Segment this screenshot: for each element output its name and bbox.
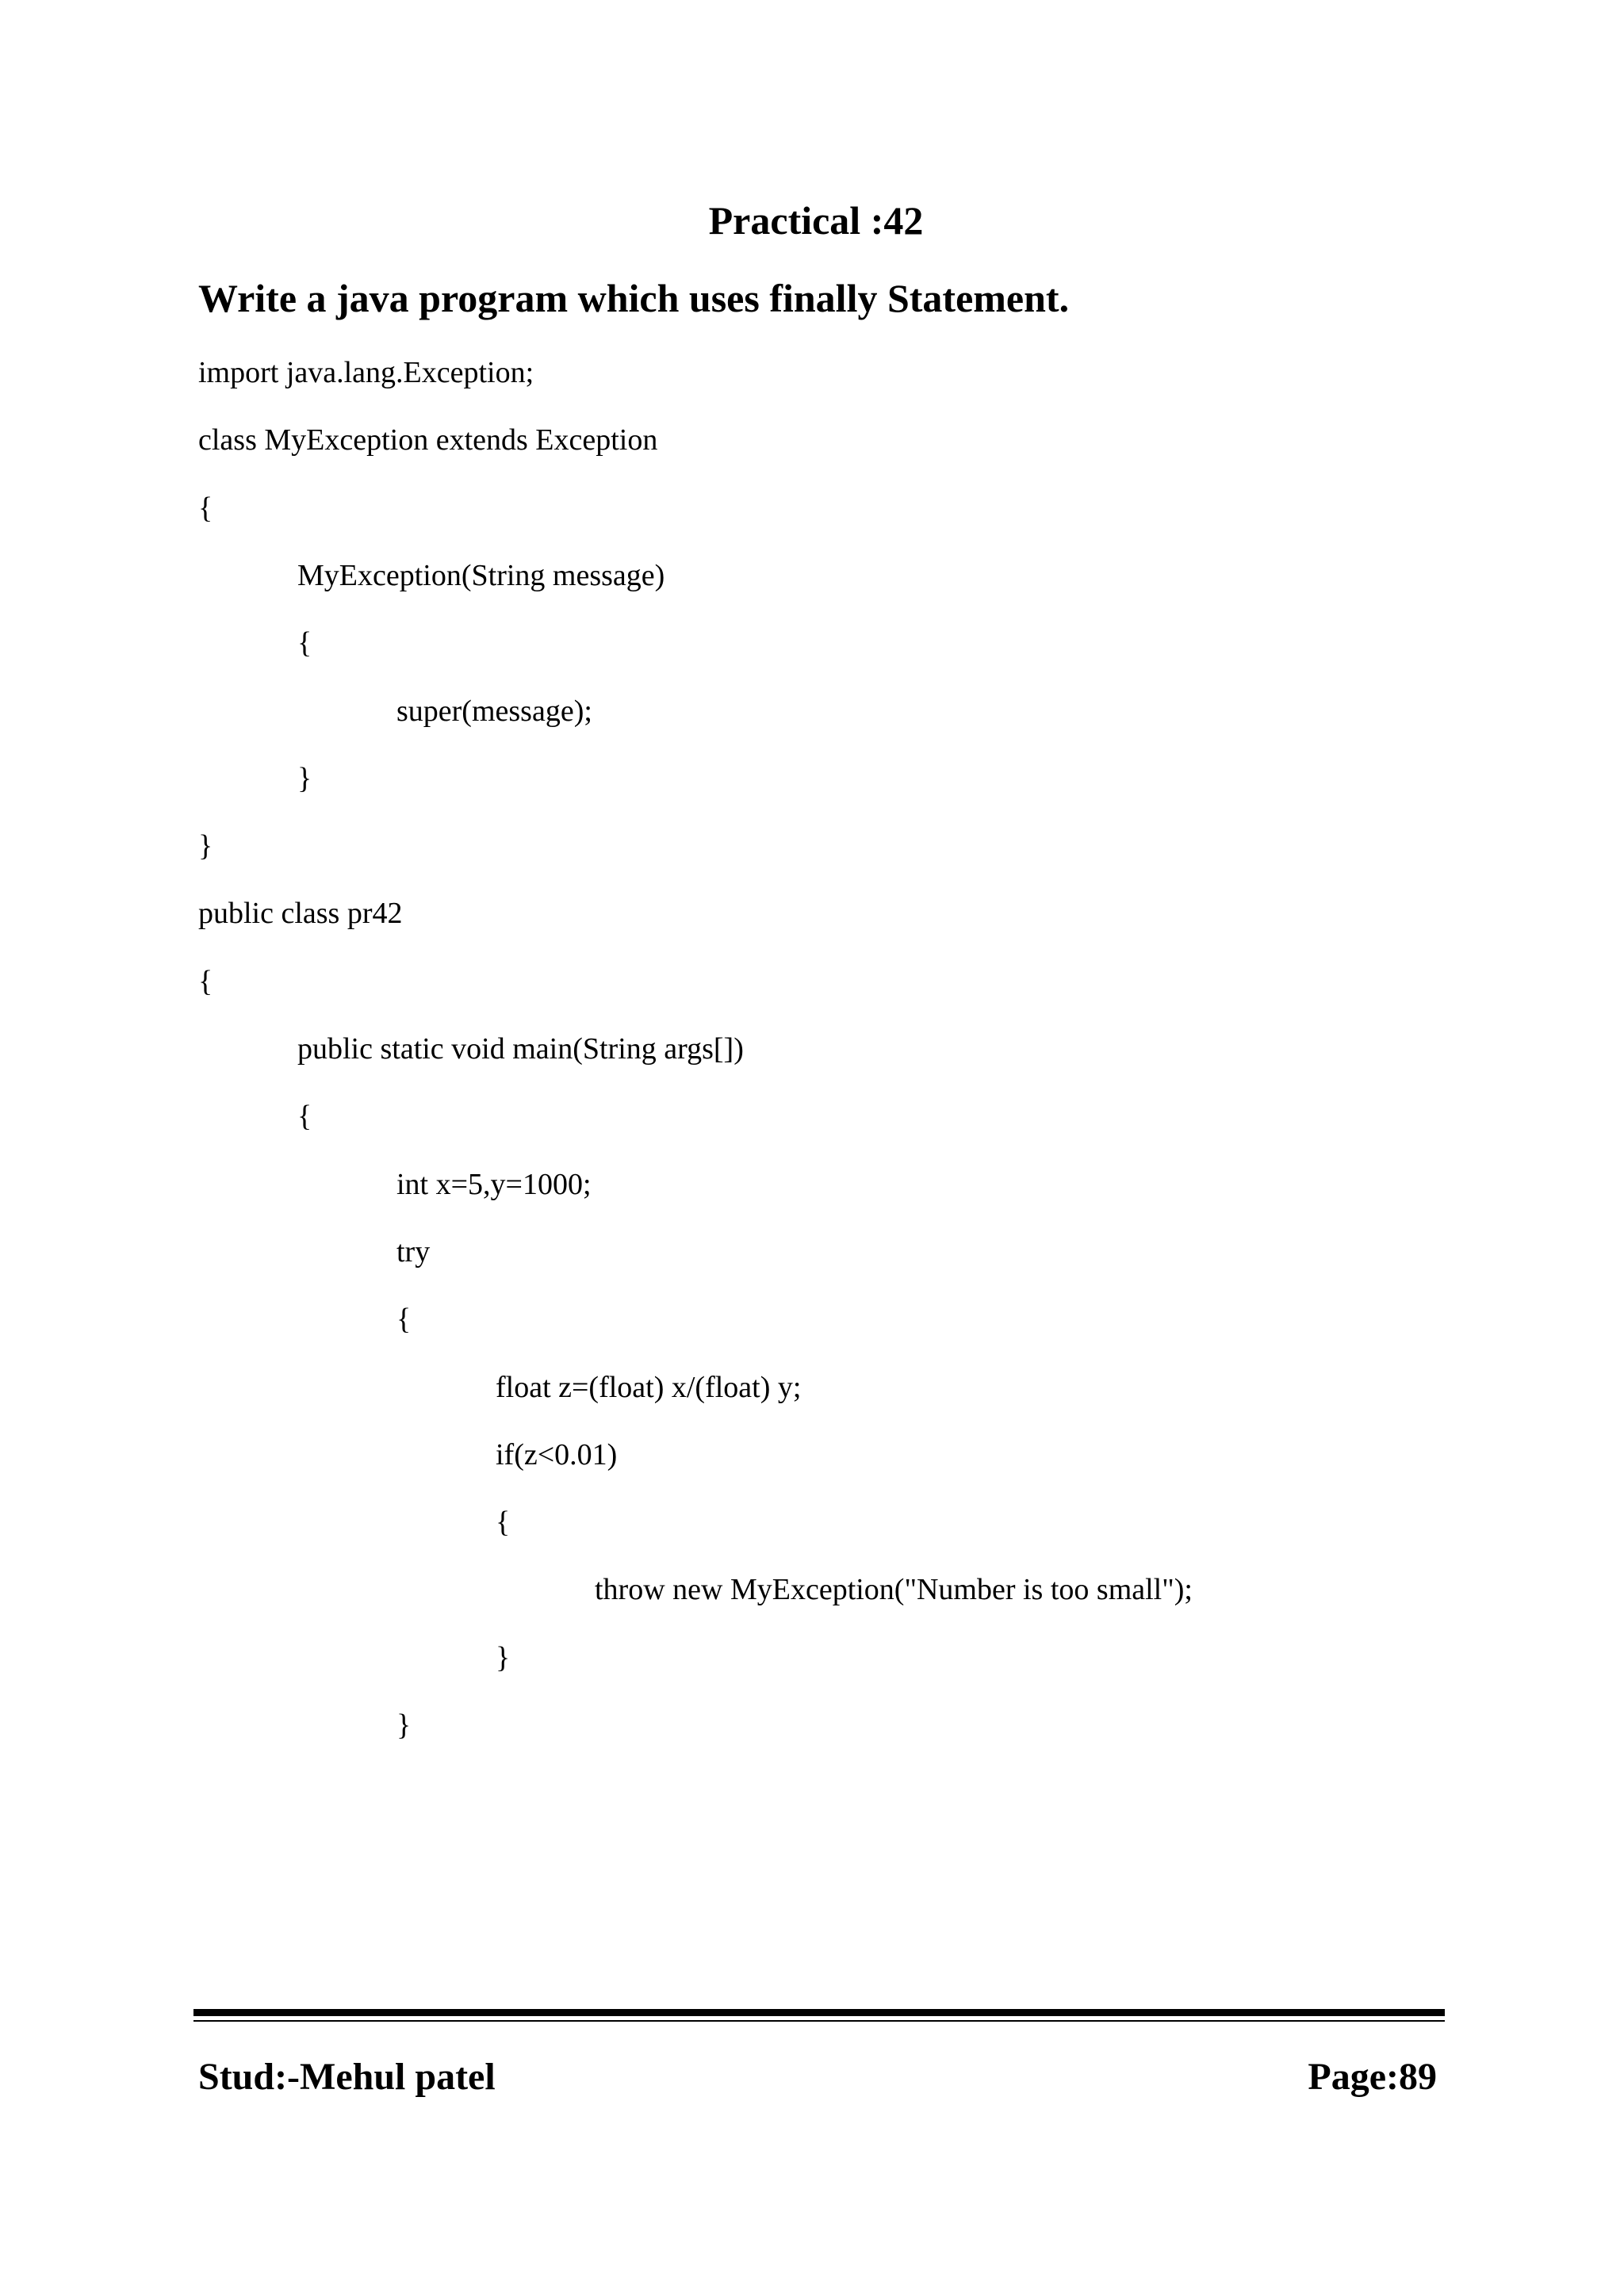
page-number: Page:89 (1308, 2056, 1437, 2098)
footer-rule-thick (193, 2009, 1445, 2016)
code-line: } (297, 762, 312, 795)
code-line: try (396, 1235, 431, 1269)
code-line: { (198, 492, 213, 525)
footer-rule-thin (193, 2020, 1445, 2022)
code-line: int x=5,y=1000; (396, 1168, 592, 1201)
practical-title: Practical :42 (708, 198, 924, 243)
code-line: { (396, 1303, 412, 1336)
code-line: MyException(String message) (297, 559, 665, 592)
code-line: } (396, 1709, 412, 1742)
program-heading: Write a java program which uses finally Statement. (198, 276, 1070, 320)
code-line: if(z<0.01) (496, 1438, 618, 1471)
code-line: import java.lang.Exception; (198, 356, 534, 389)
code-line: { (297, 626, 312, 660)
code-line: } (496, 1641, 511, 1674)
student-name: Stud:-Mehul patel (198, 2056, 496, 2098)
code-line: super(message); (396, 695, 592, 728)
code-line: float z=(float) x/(float) y; (496, 1371, 802, 1404)
code-line: { (297, 1100, 312, 1133)
code-line: } (198, 829, 213, 863)
code-line: class MyException extends Exception (198, 423, 658, 457)
code-line: public class pr42 (198, 897, 403, 930)
code-line: { (496, 1506, 511, 1539)
code-line: throw new MyException("Number is too small"); (595, 1573, 1193, 1606)
code-line: public static void main(String args[]) (297, 1032, 744, 1066)
code-line: { (198, 965, 213, 998)
